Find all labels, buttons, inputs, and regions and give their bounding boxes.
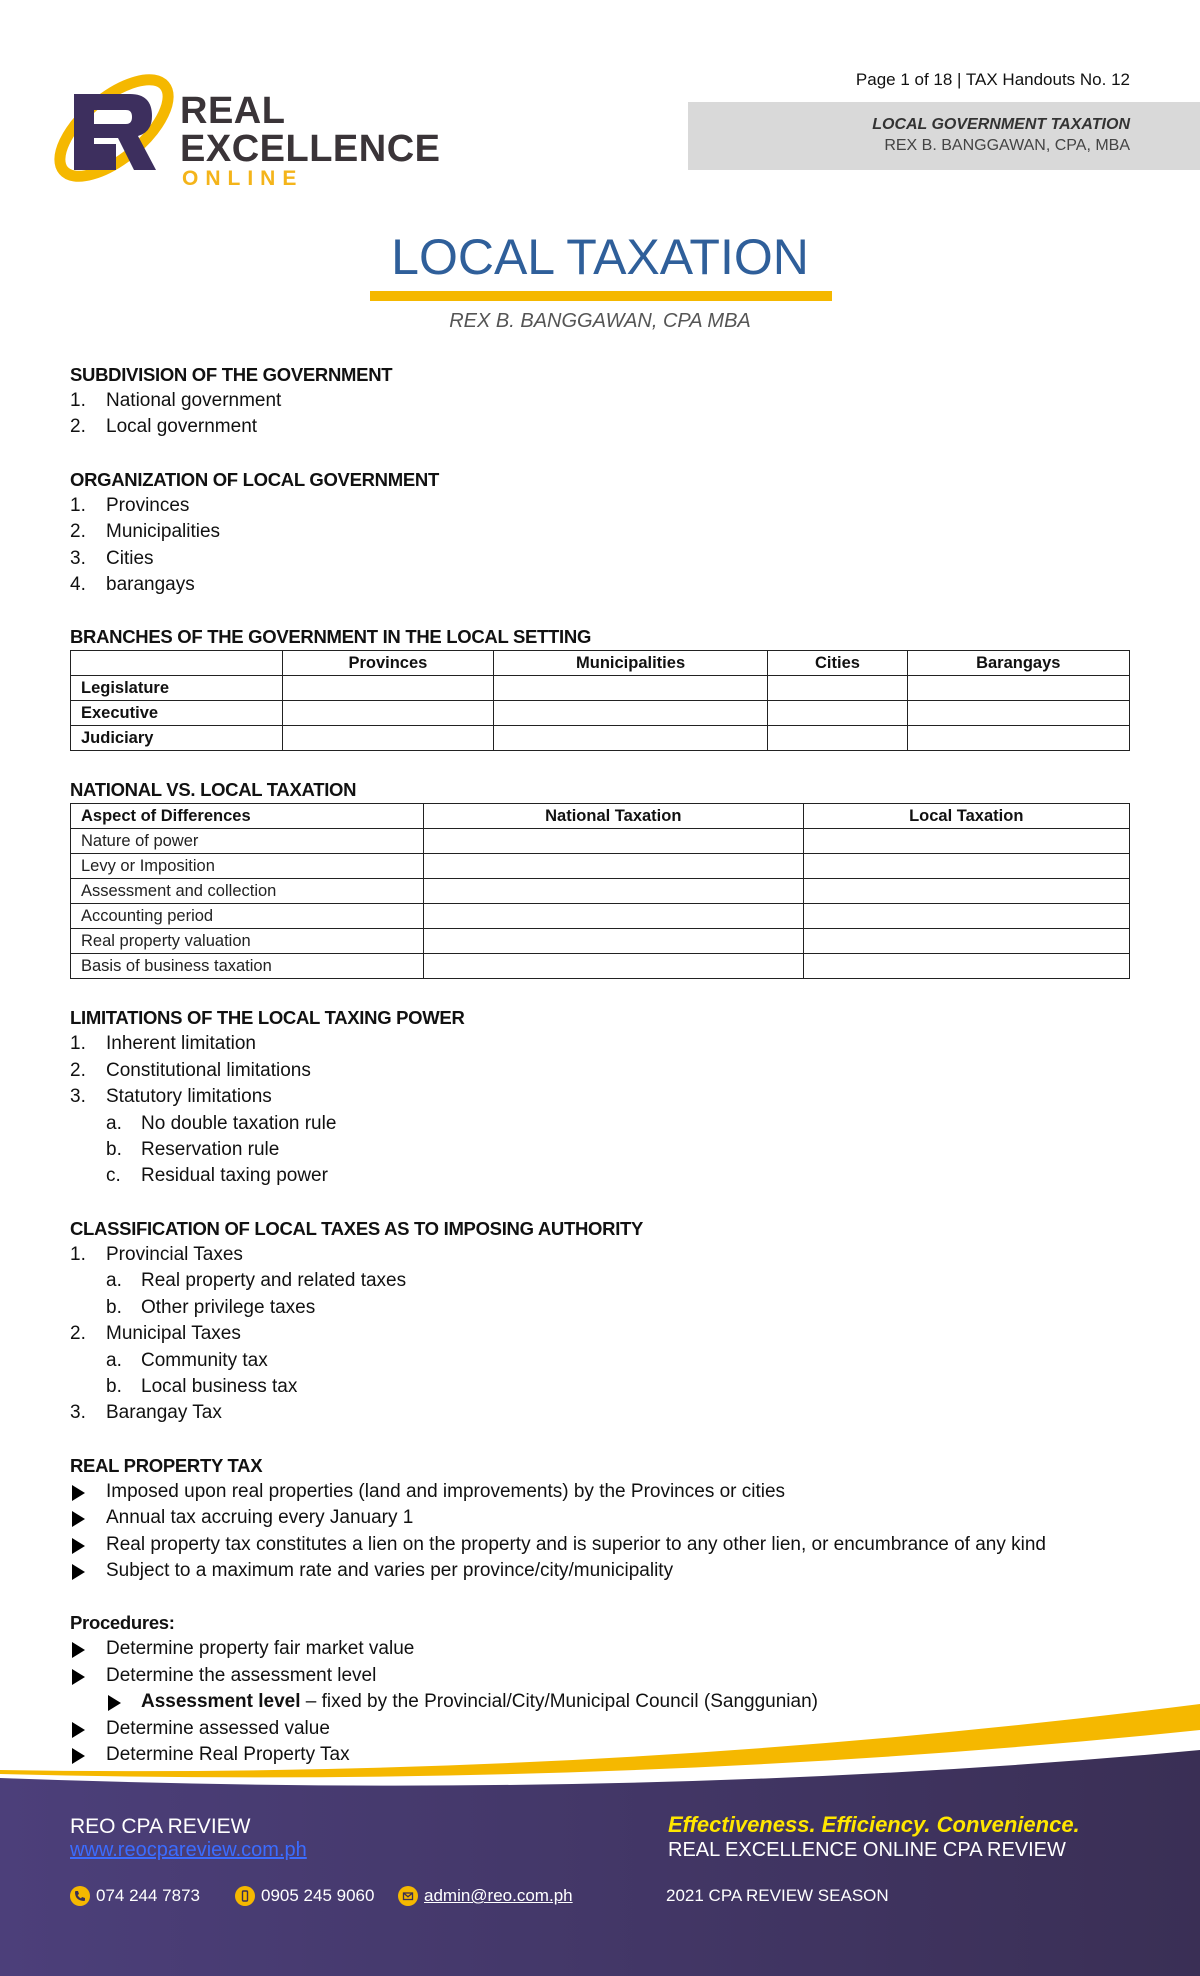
bullet-item [70,1558,1130,1584]
list-text: Municipalities [106,521,221,543]
triangle-bullet-icon [72,1485,85,1501]
logo-wordmark [180,92,440,190]
section-heading-classification: CLASSIFICATION OF LOCAL TAXES AS TO IMPOSING AUTHORITY [70,1217,644,1239]
list-number: 1. [70,1033,86,1055]
bullet-term: Assessment level [141,1691,301,1713]
list-number: 2. [70,416,86,438]
table-header-cell: Provinces [283,651,494,676]
branches-table [70,650,1130,751]
list-text: Cities [106,547,154,569]
mobile-icon [235,1886,255,1906]
list-text: Reservation rule [141,1139,280,1161]
list-text: Community tax [141,1349,268,1371]
list-item [70,1400,1130,1426]
sub-list-item [70,1268,1130,1294]
footer-subtitle: REAL EXCELLENCE ONLINE CPA REVIEW [668,1839,1066,1861]
list-number: 3. [70,1086,86,1108]
section-heading-procedures: Procedures: [70,1612,175,1634]
bullet-item [70,1505,1130,1531]
table-header-cell: Aspect of Differences [71,804,424,829]
list-item [70,1084,1130,1110]
bullet-item [70,1663,1130,1689]
list-text: Inherent limitation [106,1033,256,1055]
list-text: Other privilege taxes [141,1296,316,1318]
row-label: Nature of power [71,829,424,854]
triangle-bullet-icon [72,1642,85,1658]
table-header-row [71,804,1130,829]
list-number: 1. [70,390,86,411]
table-row [71,726,1130,751]
bullet-item [70,1479,1130,1505]
logo-word-real: REAL [180,90,286,132]
sub-list-item [70,1348,1130,1374]
bullet-text: Real property tax constitutes a lien on the property and is superior to any other lien, or encumbrance of any kind [106,1533,1046,1555]
bullet-text: Determine Real Property Tax [106,1743,350,1765]
phone-number: 074 244 7873 [96,1886,200,1905]
contact-phone [70,1886,200,1906]
bullet-text: Determine assessed value [106,1717,330,1739]
list-text: barangays [106,574,195,596]
page-title: LOCAL TAXATION [391,229,809,285]
list-text: Provincial Taxes [106,1243,243,1265]
sub-list-item [70,1163,1130,1189]
footer-tagline: Effectiveness. Efficiency. Convenience. [668,1812,1080,1837]
table-row [71,904,1130,929]
email-icon [398,1886,418,1906]
table-header-cell: Local Taxation [803,804,1129,829]
table-row [71,829,1130,854]
sub-list-item [70,1374,1130,1400]
list-text: Barangay Tax [106,1402,222,1424]
table-row [71,929,1130,954]
list-letter: b. [106,1139,122,1161]
list-letter: b. [106,1296,122,1318]
list-text: Provinces [106,494,190,516]
triangle-bullet-icon [72,1511,85,1527]
list-text: Municipal Taxes [106,1323,241,1345]
list-number: 4. [70,574,86,596]
page-info: Page 1 of 18 | TAX Handouts No. 12 [855,70,1130,89]
table-header-cell: Cities [768,651,907,676]
row-label: Executive [71,701,283,726]
triangle-bullet-icon [72,1564,85,1580]
list-text: Local business tax [141,1375,298,1397]
website-link[interactable]: www.reocpareview.com.ph [70,1839,307,1861]
triangle-bullet-icon [72,1538,85,1554]
bullet-text: Subject to a maximum rate and varies per province/city/municipality [106,1559,674,1581]
row-label: Levy or Imposition [71,854,424,879]
table-row [71,701,1130,726]
list-letter: a. [106,1270,122,1292]
list-letter: a. [106,1112,122,1134]
table-row [71,854,1130,879]
list-number: 2. [70,521,86,543]
document-author: REX B. BANGGAWAN, CPA MBA [449,310,751,332]
reo-logo [52,62,472,192]
table-header-cell: Municipalities [493,651,768,676]
handout-author: REX B. BANGGAWAN, CPA, MBA [884,137,1130,154]
bullet-text: Determine property fair market value [106,1638,415,1660]
bullet-item [70,1636,1130,1662]
reo-logo-mark-icon [52,66,182,194]
national-vs-local-table [70,803,1130,979]
table-header-cell: National Taxation [424,804,804,829]
row-label: Legislature [71,676,283,701]
list-item [70,414,1130,440]
bullet-text: – fixed by the Provincial/City/Municipal Council (Sanggunian) [300,1691,818,1713]
list-text: Real property and related taxes [141,1270,407,1292]
table-row [71,879,1130,904]
row-label: Judiciary [71,726,283,751]
section-heading-real-property-tax: REAL PROPERTY TAX [70,1454,263,1476]
list-letter: c. [106,1165,121,1187]
list-item [70,1242,1130,1268]
row-label: Real property valuation [71,929,424,954]
bullet-text: Determine the assessment level [106,1664,377,1686]
mobile-number: 0905 245 9060 [261,1886,375,1905]
list-text: Constitutional limitations [106,1059,311,1081]
list-item [70,1321,1130,1347]
list-item [70,572,1130,598]
row-label: Basis of business taxation [71,954,424,979]
footer-brand: REO CPA REVIEW [70,1815,251,1838]
logo-word-excellence: EXCELLENCE [180,128,441,170]
sub-list-item [70,1137,1130,1163]
contact-email[interactable] [398,1886,573,1906]
list-number: 1. [70,494,86,516]
list-text: No double taxation rule [141,1112,337,1134]
list-number: 1. [70,1243,86,1265]
section-heading-branches: BRANCHES OF THE GOVERNMENT IN THE LOCAL SETTING [70,626,592,648]
sub-list-item [70,1111,1130,1137]
list-number: 3. [70,1402,86,1424]
section-heading-organization: ORGANIZATION OF LOCAL GOVERNMENT [70,468,439,490]
list-text: Local government [106,416,258,438]
section-heading-subdivision: SUBDIVISION OF THE GOVERNMENT [70,364,393,385]
table-header-row [71,651,1130,676]
logo-word-online: ONLINE [182,167,304,190]
list-item [70,546,1130,572]
bullet-item [70,1532,1130,1558]
handout-body [70,362,1130,1768]
bullet-text: Imposed upon real properties (land and improvements) by the Provinces or cities [106,1480,786,1502]
list-item [70,1058,1130,1084]
list-text: Residual taxing power [141,1165,328,1187]
review-season: 2021 CPA REVIEW SEASON [666,1886,889,1905]
table-header-cell: Barangays [907,651,1129,676]
list-item [70,493,1130,519]
table-row [71,676,1130,701]
section-heading-national-vs-local: NATIONAL VS. LOCAL TAXATION [70,779,357,801]
contact-mobile [235,1886,374,1906]
list-text: Statutory limitations [106,1086,272,1108]
email-address[interactable]: admin@reo.com.ph [424,1886,573,1905]
handout-subject: LOCAL GOVERNMENT TAXATION [872,116,1130,133]
bullet-text: Annual tax accruing every January 1 [106,1507,414,1529]
section-heading-limitations: LIMITATIONS OF THE LOCAL TAXING POWER [70,1007,465,1029]
list-item [70,519,1130,545]
row-label: Assessment and collection [71,879,424,904]
list-number: 2. [70,1323,86,1345]
sub-list-item [70,1295,1130,1321]
title-underline [370,291,832,301]
table-header-cell [71,651,283,676]
table-row [71,954,1130,979]
list-number: 2. [70,1059,86,1081]
header-band [688,102,1200,170]
list-number: 3. [70,547,86,569]
list-letter: a. [106,1349,122,1371]
triangle-bullet-icon [72,1669,85,1685]
list-item [70,1031,1130,1057]
list-text: National government [106,390,282,411]
phone-icon [70,1886,90,1906]
row-label: Accounting period [71,904,424,929]
list-item [70,388,1130,414]
list-letter: b. [106,1375,122,1397]
